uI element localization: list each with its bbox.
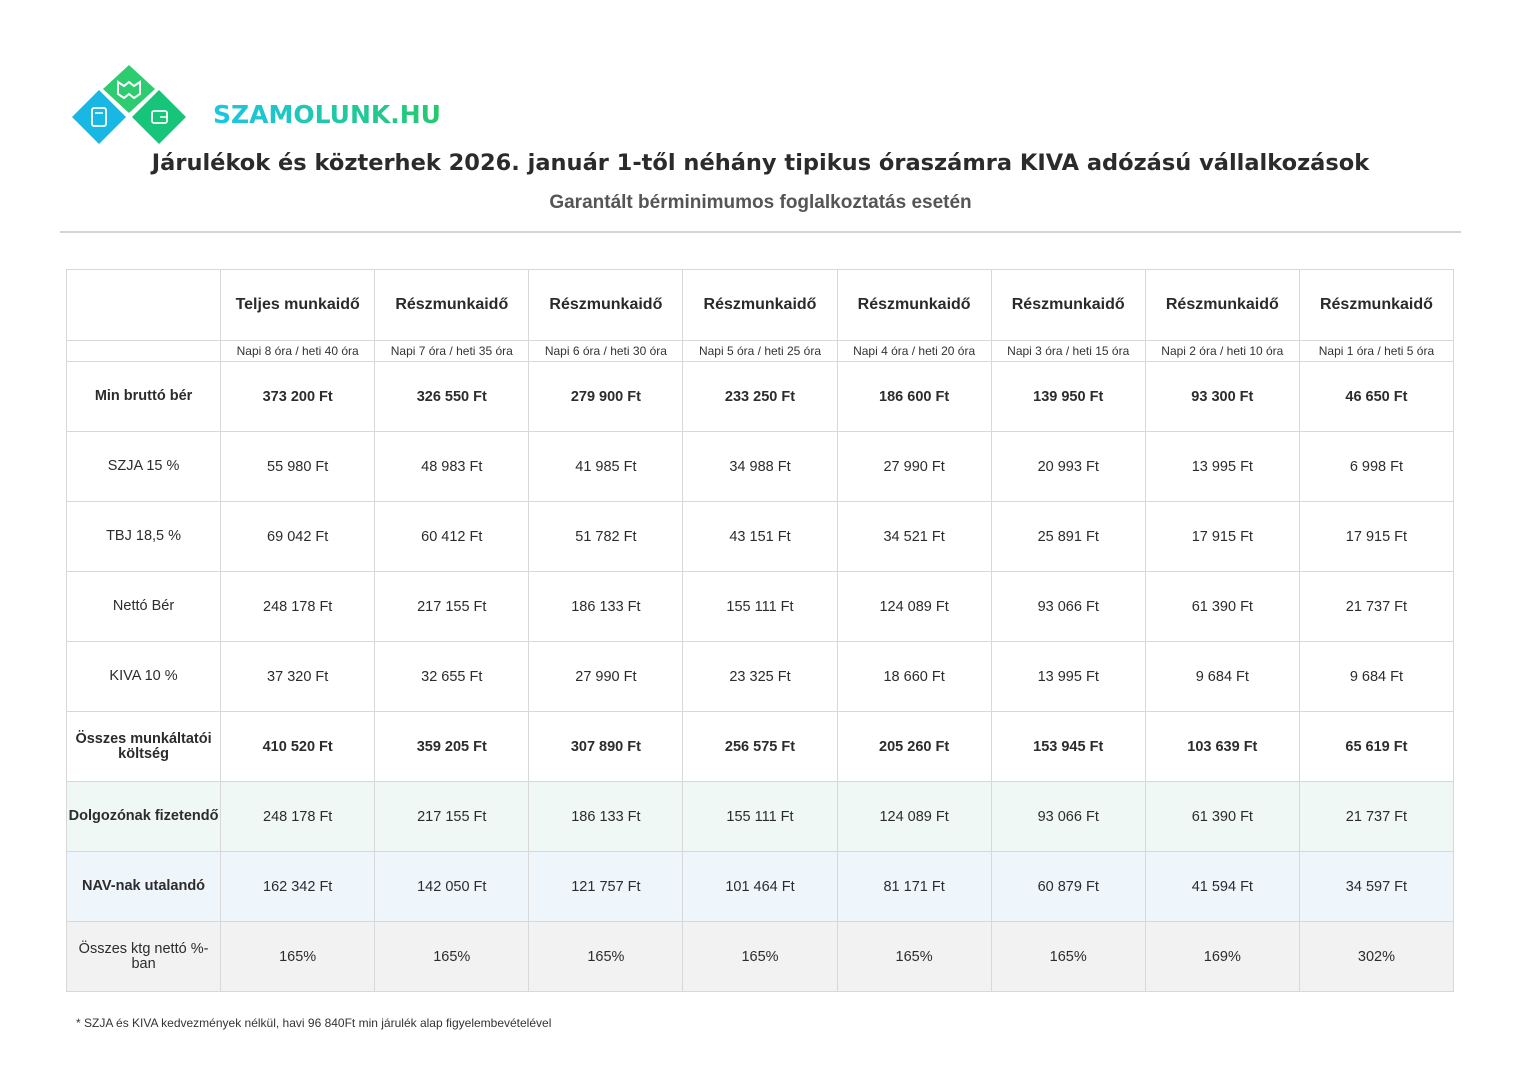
row-label: Nettó Bér — [67, 572, 221, 642]
row-label: Min bruttó bér — [67, 362, 221, 432]
table-cell: 13 995 Ft — [991, 642, 1145, 712]
column-hours: Napi 1 óra / heti 5 óra — [1299, 341, 1453, 362]
page-subtitle: Garantált bérminimumos foglalkoztatás esetén — [549, 192, 972, 213]
column-hours: Napi 6 óra / heti 30 óra — [529, 341, 683, 362]
table-cell: 139 950 Ft — [991, 362, 1145, 432]
table-cell: 93 066 Ft — [991, 782, 1145, 852]
table-cell: 205 260 Ft — [837, 712, 991, 782]
table-cell: 121 757 Ft — [529, 852, 683, 922]
table-cell: 60 412 Ft — [375, 502, 529, 572]
row-label: Összes ktg nettó %-ban — [67, 922, 221, 992]
divider — [60, 231, 1461, 233]
row-label: NAV-nak utalandó — [67, 852, 221, 922]
table-cell: 155 111 Ft — [683, 782, 837, 852]
table-cell: 124 089 Ft — [837, 572, 991, 642]
table-cell: 41 985 Ft — [529, 432, 683, 502]
table-cell: 37 320 Ft — [221, 642, 375, 712]
hours-row — [67, 341, 1454, 362]
table-cell: 6 998 Ft — [1299, 432, 1453, 502]
table-row — [67, 502, 1454, 572]
table-cell: 233 250 Ft — [683, 362, 837, 432]
table-cell: 34 597 Ft — [1299, 852, 1453, 922]
column-hours: Napi 5 óra / heti 25 óra — [683, 341, 837, 362]
table-cell: 93 066 Ft — [991, 572, 1145, 642]
row-label: TBJ 18,5 % — [67, 502, 221, 572]
page-title: Járulékok és közterhek 2026. január 1-től néhány tipikus óraszámra KIVA adózású vállalkozások — [151, 150, 1370, 176]
table-cell: 43 151 Ft — [683, 502, 837, 572]
column-hours: Napi 7 óra / heti 35 óra — [375, 341, 529, 362]
table-cell: 9 684 Ft — [1299, 642, 1453, 712]
table-cell: 103 639 Ft — [1145, 712, 1299, 782]
column-hours: Napi 2 óra / heti 10 óra — [1145, 341, 1299, 362]
table-cell: 9 684 Ft — [1145, 642, 1299, 712]
logo — [72, 62, 192, 152]
table-cell: 165% — [991, 922, 1145, 992]
table-cell: 326 550 Ft — [375, 362, 529, 432]
table-cell: 32 655 Ft — [375, 642, 529, 712]
logo-icon — [72, 62, 192, 152]
table-cell: 307 890 Ft — [529, 712, 683, 782]
table-cell: 165% — [683, 922, 837, 992]
table-row — [67, 782, 1454, 852]
table-cell: 48 983 Ft — [375, 432, 529, 502]
table-cell: 69 042 Ft — [221, 502, 375, 572]
table-cell: 248 178 Ft — [221, 782, 375, 852]
table-cell: 165% — [375, 922, 529, 992]
table-cell: 359 205 Ft — [375, 712, 529, 782]
table-cell: 27 990 Ft — [837, 432, 991, 502]
row-label: Összes munkáltatói költség — [67, 712, 221, 782]
table-cell: 81 171 Ft — [837, 852, 991, 922]
table-row — [67, 922, 1454, 992]
table-cell: 21 737 Ft — [1299, 782, 1453, 852]
column-header: Részmunkaidő — [1299, 270, 1453, 341]
table-cell: 27 990 Ft — [529, 642, 683, 712]
table-cell: 60 879 Ft — [991, 852, 1145, 922]
table-cell: 101 464 Ft — [683, 852, 837, 922]
column-header: Részmunkaidő — [683, 270, 837, 341]
table-cell: 23 325 Ft — [683, 642, 837, 712]
column-header: Részmunkaidő — [529, 270, 683, 341]
table-row — [67, 642, 1454, 712]
table-cell: 256 575 Ft — [683, 712, 837, 782]
column-header: Részmunkaidő — [991, 270, 1145, 341]
footnote: * SZJA és KIVA kedvezmények nélkül, havi 96 840Ft min járulék alap figyelembevételével — [76, 1016, 552, 1030]
column-hours: Napi 8 óra / heti 40 óra — [221, 341, 375, 362]
table-row — [67, 712, 1454, 782]
table-cell: 51 782 Ft — [529, 502, 683, 572]
corner-cell — [67, 270, 221, 341]
table-cell: 55 980 Ft — [221, 432, 375, 502]
table-cell: 61 390 Ft — [1145, 572, 1299, 642]
table-cell: 217 155 Ft — [375, 782, 529, 852]
corner-cell — [67, 341, 221, 362]
column-hours: Napi 4 óra / heti 20 óra — [837, 341, 991, 362]
table-row — [67, 852, 1454, 922]
table-cell: 248 178 Ft — [221, 572, 375, 642]
row-label: Dolgozónak fizetendő — [67, 782, 221, 852]
column-header: Teljes munkaidő — [221, 270, 375, 341]
row-label: KIVA 10 % — [67, 642, 221, 712]
table-cell: 410 520 Ft — [221, 712, 375, 782]
contribution-table — [66, 269, 1454, 992]
table-cell: 124 089 Ft — [837, 782, 991, 852]
header-row — [67, 270, 1454, 341]
table-cell: 46 650 Ft — [1299, 362, 1453, 432]
brand-name: SZAMOLUNK.HU — [213, 100, 441, 129]
brand-wordmark — [210, 96, 470, 130]
table-cell: 186 133 Ft — [529, 782, 683, 852]
table-cell: 153 945 Ft — [991, 712, 1145, 782]
table-cell: 279 900 Ft — [529, 362, 683, 432]
table-cell: 165% — [529, 922, 683, 992]
table-cell: 155 111 Ft — [683, 572, 837, 642]
table-cell: 21 737 Ft — [1299, 572, 1453, 642]
table-cell: 93 300 Ft — [1145, 362, 1299, 432]
table-cell: 41 594 Ft — [1145, 852, 1299, 922]
table-cell: 25 891 Ft — [991, 502, 1145, 572]
table-cell: 20 993 Ft — [991, 432, 1145, 502]
table-cell: 165% — [837, 922, 991, 992]
table-row — [67, 362, 1454, 432]
table-cell: 186 600 Ft — [837, 362, 991, 432]
table-cell: 17 915 Ft — [1299, 502, 1453, 572]
table-cell: 13 995 Ft — [1145, 432, 1299, 502]
column-hours: Napi 3 óra / heti 15 óra — [991, 341, 1145, 362]
column-header: Részmunkaidő — [1145, 270, 1299, 341]
table-cell: 373 200 Ft — [221, 362, 375, 432]
table-cell: 165% — [221, 922, 375, 992]
table-cell: 65 619 Ft — [1299, 712, 1453, 782]
table-cell: 169% — [1145, 922, 1299, 992]
table-cell: 17 915 Ft — [1145, 502, 1299, 572]
table-cell: 302% — [1299, 922, 1453, 992]
table-cell: 61 390 Ft — [1145, 782, 1299, 852]
table-row — [67, 432, 1454, 502]
row-label: SZJA 15 % — [67, 432, 221, 502]
column-header: Részmunkaidő — [837, 270, 991, 341]
table-cell: 34 521 Ft — [837, 502, 991, 572]
table-row — [67, 572, 1454, 642]
table-cell: 34 988 Ft — [683, 432, 837, 502]
table-cell: 162 342 Ft — [221, 852, 375, 922]
table-cell: 18 660 Ft — [837, 642, 991, 712]
table-cell: 142 050 Ft — [375, 852, 529, 922]
table-cell: 186 133 Ft — [529, 572, 683, 642]
column-header: Részmunkaidő — [375, 270, 529, 341]
table-cell: 217 155 Ft — [375, 572, 529, 642]
